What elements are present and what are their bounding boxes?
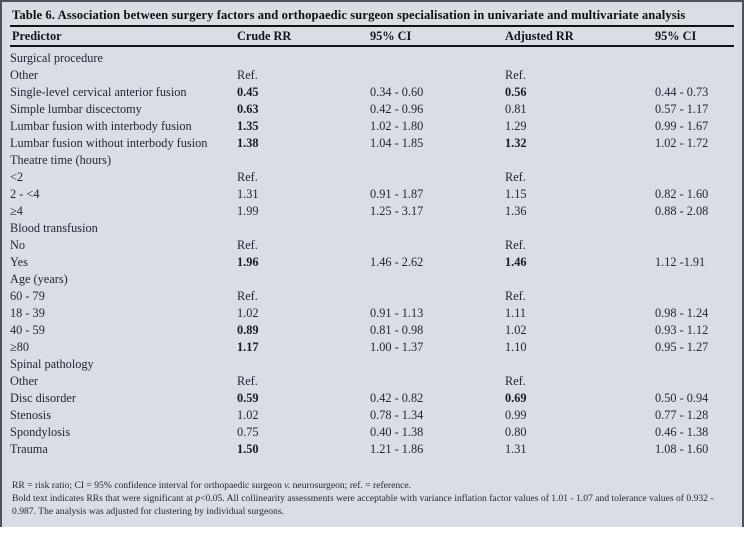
crude-ci-cell: 0.91 - 1.87 — [370, 187, 424, 201]
group-label: Surgical procedure — [10, 51, 103, 65]
table-row — [10, 373, 734, 390]
table-row — [10, 305, 734, 322]
predictor-label: Other — [10, 68, 38, 82]
crude-rr-cell: 0.59 — [237, 391, 259, 405]
header-row — [10, 27, 734, 46]
adjusted-rr-cell: 0.80 — [505, 425, 527, 439]
adjusted-rr-cell: 1.36 — [505, 204, 527, 218]
crude-ci-cell: 1.46 - 2.62 — [370, 255, 424, 269]
predictor-label: 60 - 79 — [10, 289, 45, 303]
adjusted-ci-cell — [655, 67, 734, 84]
adjusted-rr-cell: 1.29 — [505, 119, 527, 133]
adjusted-rr-cell: 1.10 — [505, 340, 527, 354]
table-row — [10, 390, 734, 407]
crude-ci-cell: 0.42 - 0.82 — [370, 391, 424, 405]
crude-rr-cell: 1.99 — [237, 204, 259, 218]
group-row — [10, 271, 734, 288]
table-row — [10, 424, 734, 441]
crude-ci-cell: 0.42 - 0.96 — [370, 102, 424, 116]
predictor-label: ≥80 — [10, 340, 30, 354]
table-row — [10, 203, 734, 220]
group-label: Spinal pathology — [10, 357, 94, 371]
crude-rr-cell: 1.50 — [237, 442, 259, 456]
adjusted-ci-cell: 0.98 - 1.24 — [655, 306, 709, 320]
crude-rr-cell: 0.45 — [237, 85, 259, 99]
predictor-label: Lumbar fusion with interbody fusion — [10, 119, 192, 133]
table-row — [10, 407, 734, 424]
predictor-label: Simple lumbar discectomy — [10, 102, 142, 116]
adjusted-ci-cell — [655, 373, 734, 390]
adjusted-rr-cell: 0.81 — [505, 102, 527, 116]
adjusted-ci-cell: 0.93 - 1.12 — [655, 323, 709, 337]
crude-rr-cell: Ref. — [237, 170, 258, 184]
crude-ci-cell: 1.25 - 3.17 — [370, 204, 424, 218]
group-label: Theatre time (hours) — [10, 153, 112, 167]
adjusted-ci-cell: 1.08 - 1.60 — [655, 442, 709, 456]
table-title: Table 6. Association between surgery factors and orthopaedic surgeon specialisation in univariate and multivariate analysis — [12, 8, 686, 22]
predictor-label: Disc disorder — [10, 391, 76, 405]
col-header-adjusted-ci: 95% CI — [655, 27, 734, 46]
table-row — [10, 101, 734, 118]
table-row — [10, 169, 734, 186]
table-row — [10, 84, 734, 101]
predictor-label: No — [10, 238, 26, 252]
col-header-crude-ci: 95% CI — [370, 27, 505, 46]
crude-rr-cell: Ref. — [237, 374, 258, 388]
crude-rr-cell: 1.02 — [237, 306, 259, 320]
predictor-label: 18 - 39 — [10, 306, 45, 320]
col-header-adjusted-rr: Adjusted RR — [505, 27, 655, 46]
table-row — [10, 186, 734, 203]
adjusted-rr-cell: 1.32 — [505, 136, 527, 150]
adjusted-rr-cell: Ref. — [505, 238, 526, 252]
crude-ci-cell: 1.00 - 1.37 — [370, 340, 424, 354]
crude-ci-cell: 1.04 - 1.85 — [370, 136, 424, 150]
table-row — [10, 441, 734, 458]
crude-rr-cell: 0.89 — [237, 323, 259, 337]
predictor-label: Trauma — [10, 442, 48, 456]
table-row — [10, 67, 734, 84]
predictor-label: Lumbar fusion without interbody fusion — [10, 136, 208, 150]
crude-ci-cell — [370, 169, 505, 186]
adjusted-ci-cell: 0.46 - 1.38 — [655, 425, 709, 439]
footnote-abbreviations: RR = risk ratio; CI = 95% confidence interval for orthopaedic surgeon v. neurosurgeon; ref. = reference. — [12, 480, 412, 491]
crude-ci-cell — [370, 288, 505, 305]
adjusted-rr-cell: 0.56 — [505, 85, 527, 99]
adjusted-ci-cell — [655, 288, 734, 305]
predictor-label: 40 - 59 — [10, 323, 45, 337]
predictor-label: 2 - <4 — [10, 187, 40, 201]
adjusted-rr-cell: Ref. — [505, 170, 526, 184]
results-table — [10, 27, 734, 458]
crude-rr-cell: 0.75 — [237, 425, 259, 439]
adjusted-ci-cell: 1.12 -1.91 — [655, 255, 706, 269]
adjusted-ci-cell: 0.50 - 0.94 — [655, 391, 709, 405]
adjusted-rr-cell: 0.99 — [505, 408, 527, 422]
crude-rr-cell: Ref. — [237, 68, 258, 82]
adjusted-rr-cell: 1.46 — [505, 255, 527, 269]
crude-rr-cell: Ref. — [237, 289, 258, 303]
adjusted-rr-cell: 1.31 — [505, 442, 527, 456]
group-label: Age (years) — [10, 272, 68, 286]
crude-rr-cell: 0.63 — [237, 102, 259, 116]
adjusted-ci-cell: 0.95 - 1.27 — [655, 340, 709, 354]
crude-ci-cell: 0.78 - 1.34 — [370, 408, 424, 422]
crude-ci-cell: 0.91 - 1.13 — [370, 306, 424, 320]
footnotes — [10, 479, 734, 518]
adjusted-rr-cell: 1.02 — [505, 323, 527, 337]
predictor-label: ≥4 — [10, 204, 23, 218]
crude-rr-cell: 1.17 — [237, 340, 259, 354]
adjusted-ci-cell: 1.02 - 1.72 — [655, 136, 709, 150]
table-row — [10, 118, 734, 135]
adjusted-rr-cell: Ref. — [505, 289, 526, 303]
crude-ci-cell — [370, 373, 505, 390]
crude-ci-cell — [370, 237, 505, 254]
crude-ci-cell: 1.21 - 1.86 — [370, 442, 424, 456]
adjusted-ci-cell: 0.99 - 1.67 — [655, 119, 709, 133]
footnote-bold-note: Bold text indicates RRs that were significant at p<0.05. All collinearity assessments were acceptable with variance inflation factor values of 1.01 - 1.07 and tolerance values of 0.932 - 0.987. The analysis was adjusted for clustering by individual surgeons. — [12, 493, 714, 517]
crude-ci-cell — [370, 67, 505, 84]
predictor-label: <2 — [10, 170, 24, 184]
adjusted-ci-cell: 0.82 - 1.60 — [655, 187, 709, 201]
adjusted-ci-cell: 0.77 - 1.28 — [655, 408, 709, 422]
table-row — [10, 339, 734, 356]
predictor-label: Yes — [10, 255, 28, 269]
table-row — [10, 254, 734, 271]
predictor-label: Single-level cervical anterior fusion — [10, 85, 187, 99]
group-row — [10, 356, 734, 373]
group-row — [10, 220, 734, 237]
crude-rr-cell: 1.38 — [237, 136, 259, 150]
adjusted-rr-cell: Ref. — [505, 374, 526, 388]
group-row — [10, 152, 734, 169]
crude-rr-cell: 1.96 — [237, 255, 259, 269]
col-header-crude-rr: Crude RR — [237, 27, 370, 46]
col-header-predictor: Predictor — [10, 27, 237, 46]
adjusted-ci-cell — [655, 169, 734, 186]
adjusted-ci-cell: 0.88 - 2.08 — [655, 204, 709, 218]
crude-rr-cell: 1.35 — [237, 119, 259, 133]
adjusted-rr-cell: 1.11 — [505, 306, 527, 320]
crude-rr-cell: Ref. — [237, 238, 258, 252]
crude-rr-cell: 1.02 — [237, 408, 259, 422]
predictor-label: Stenosis — [10, 408, 51, 422]
table-row — [10, 322, 734, 339]
adjusted-ci-cell — [655, 237, 734, 254]
adjusted-ci-cell: 0.44 - 0.73 — [655, 85, 709, 99]
adjusted-rr-cell: 1.15 — [505, 187, 527, 201]
crude-ci-cell: 0.40 - 1.38 — [370, 425, 424, 439]
group-label: Blood transfusion — [10, 221, 98, 235]
crude-ci-cell: 0.34 - 0.60 — [370, 85, 424, 99]
predictor-label: Other — [10, 374, 38, 388]
crude-ci-cell: 0.81 - 0.98 — [370, 323, 424, 337]
crude-rr-cell: 1.31 — [237, 187, 259, 201]
adjusted-rr-cell: Ref. — [505, 68, 526, 82]
table-row — [10, 288, 734, 305]
table-body — [10, 46, 734, 458]
adjusted-ci-cell: 0.57 - 1.17 — [655, 102, 709, 116]
predictor-label: Spondylosis — [10, 425, 71, 439]
table-row — [10, 135, 734, 152]
crude-ci-cell: 1.02 - 1.80 — [370, 119, 424, 133]
table-row — [10, 237, 734, 254]
adjusted-rr-cell: 0.69 — [505, 391, 527, 405]
group-row — [10, 46, 734, 67]
